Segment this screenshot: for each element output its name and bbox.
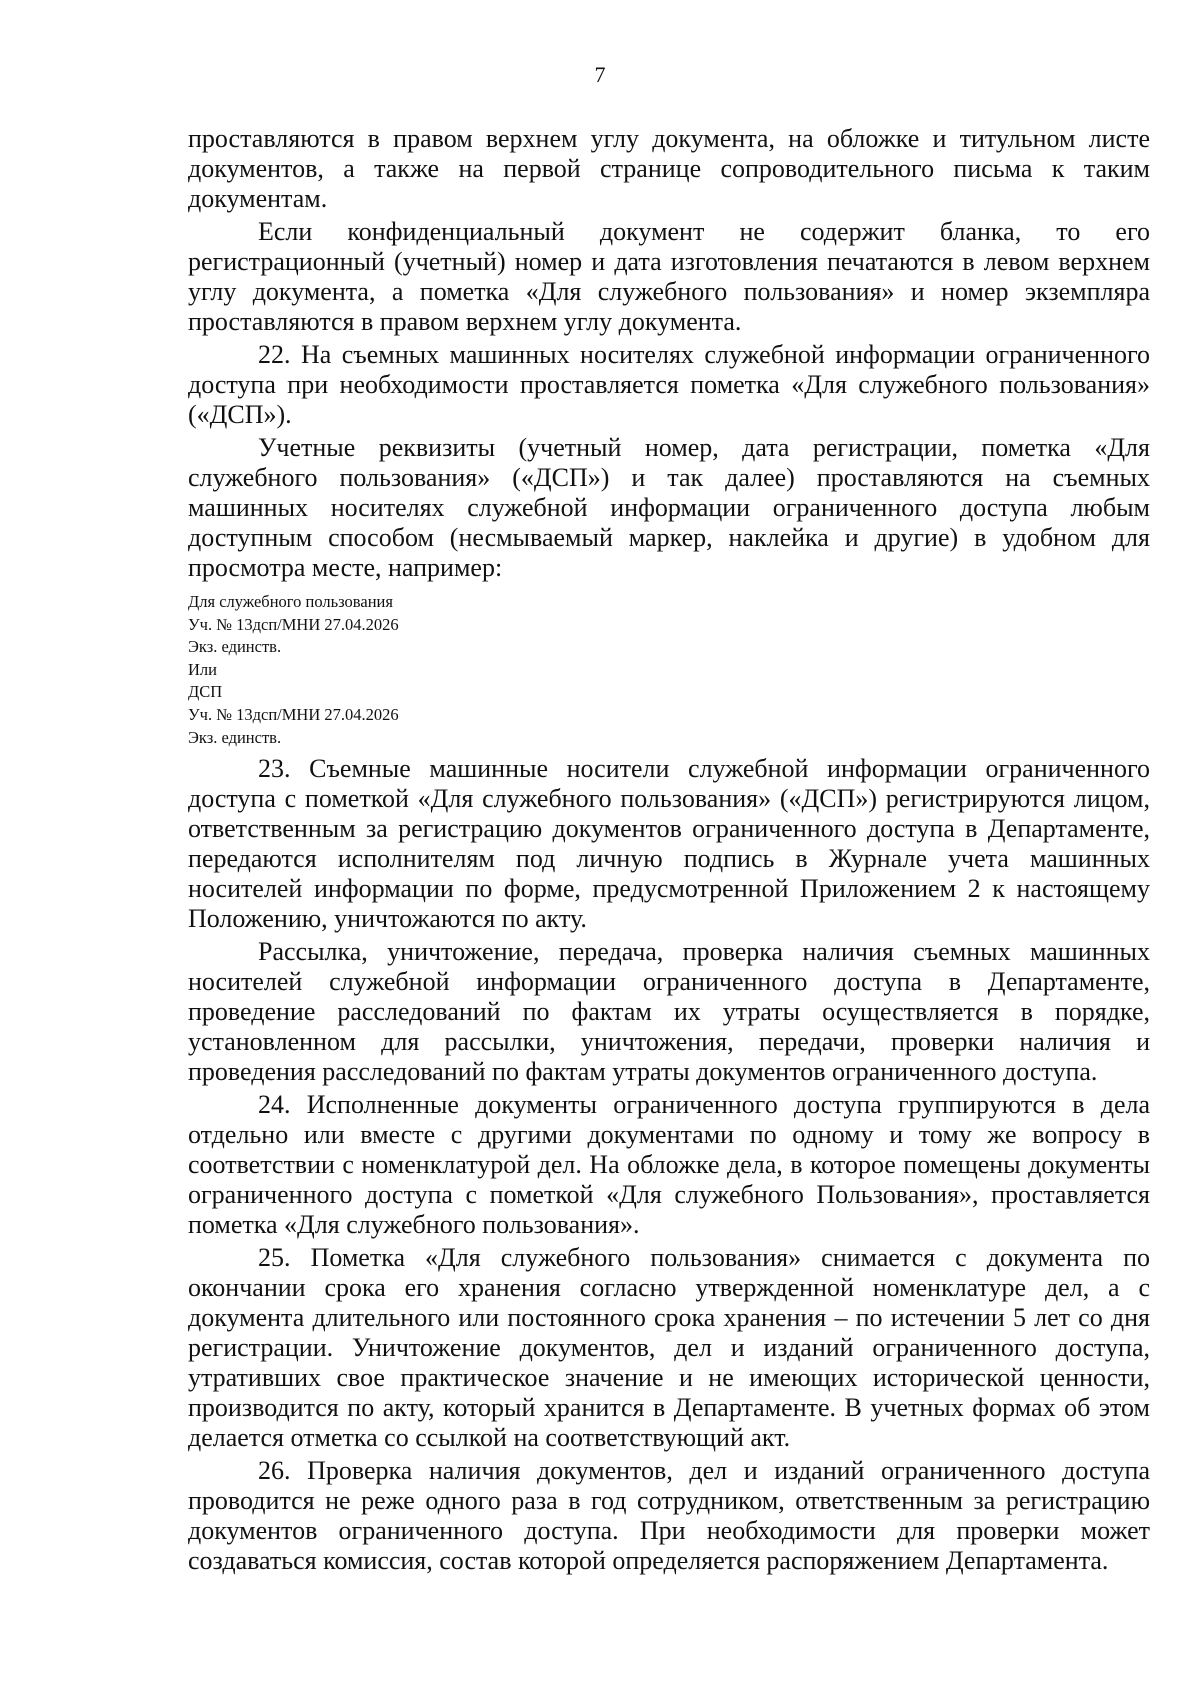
paragraph-25: 25. Пометка «Для служебного пользования» снимается с документа по окончании срока его хранения согласно утвержденной номенклатуре дел, а с документа длительного или постоянного срока хранения – по истечении 5 лет со дня регистрации. Уничтожение документов, дел и изданий ограниченного доступа, утративших свое практическое значение и не имеющих исторической ценности, производится по акту, который хранится в Департаменте. В учетных формах об этом делается отметка со ссылкой на соответствующий акт. (188, 1243, 1150, 1453)
paragraph-24: 24. Исполненные документы ограниченного доступа группируются в дела отдельно или вместе с другими документами по одному и тому же вопросу в соответствии с номенклатурой дел. На обложке дела, в которое помещены документы ограниченного доступа с пометкой «Для служебного Пользования», проставляется пометка «Для служебного пользования». (188, 1090, 1150, 1240)
example-line: Для служебного пользования (188, 592, 393, 611)
document-body (188, 124, 1150, 1576)
page-number: 7 (594, 62, 606, 87)
marking-example (188, 591, 1150, 749)
paragraph-22: 22. На съемных машинных носителях служебной информации ограниченного доступа при необходимости проставляется пометка «Для служебного пользования» («ДСП»). (188, 340, 1150, 429)
example-line: Экз. единств. (188, 637, 282, 657)
paragraph-26: 26. Проверка наличия документов, дел и изданий ограниченного доступа проводится не реже одного раза в год сотрудником, ответственным за регистрацию документов ограниченного доступа. При необходимости для проверки может создаваться комиссия, состав которой определяется распоряжением Департамента. (188, 1456, 1150, 1576)
example-line: Уч. № 13дсп/МНИ 27.04.2026 (188, 614, 399, 634)
paragraph-accounting-details: Учетные реквизиты (учетный номер, дата регистрации, пометка «Для служебного пользования» («ДСП») и так далее) проставляются на съемных машинных носителях служебной информации ограниченного доступа любым доступным способом (несмываемый маркер, наклейка и другие) в удобном для просмотра месте, например: (188, 433, 1150, 582)
example-line: Или (188, 659, 217, 679)
paragraph-no-letterhead: Если конфиденциальный документ не содержит бланка, то его регистрационный (учетный) номер и дата изготовления печатаются в левом верхнем углу документа, а пометка «Для служебного пользования» и номер экземпляра проставляются в правом верхнем углу документа. (188, 217, 1150, 336)
paragraph-continuation: проставляются в правом верхнем углу документа, на обложке и титульном листе документов, а также на первой странице сопроводительного письма к таким документам. (188, 124, 1150, 213)
example-line: Экз. единств. (188, 727, 282, 747)
example-line: Уч. № 13дсп/МНИ 27.04.2026 (188, 704, 399, 724)
paragraph-23: 23. Съемные машинные носители служебной информации ограниченного доступа с пометкой «Для служебного пользования» («ДСП») регистрируются лицом, ответственным за регистрацию документов ограниченного доступа в Департаменте, передаются исполнителям под личную подпись в Журнале учета машинных носителей информации по форме, предусмотренной Приложением 2 к настоящему Положению, уничтожаются по акту. (188, 754, 1150, 934)
example-line: ДСП (188, 682, 223, 702)
paragraph-distribution: Рассылка, уничтожение, передача, проверка наличия съемных машинных носителей служебной информации ограниченного доступа в Департаменте, проведение расследований по фактам их утраты осуществляется в порядке, установленном для рассылки, уничтожения, передачи, проверки наличия и проведения расследований по фактам утраты документов ограниченного доступа. (188, 937, 1150, 1087)
